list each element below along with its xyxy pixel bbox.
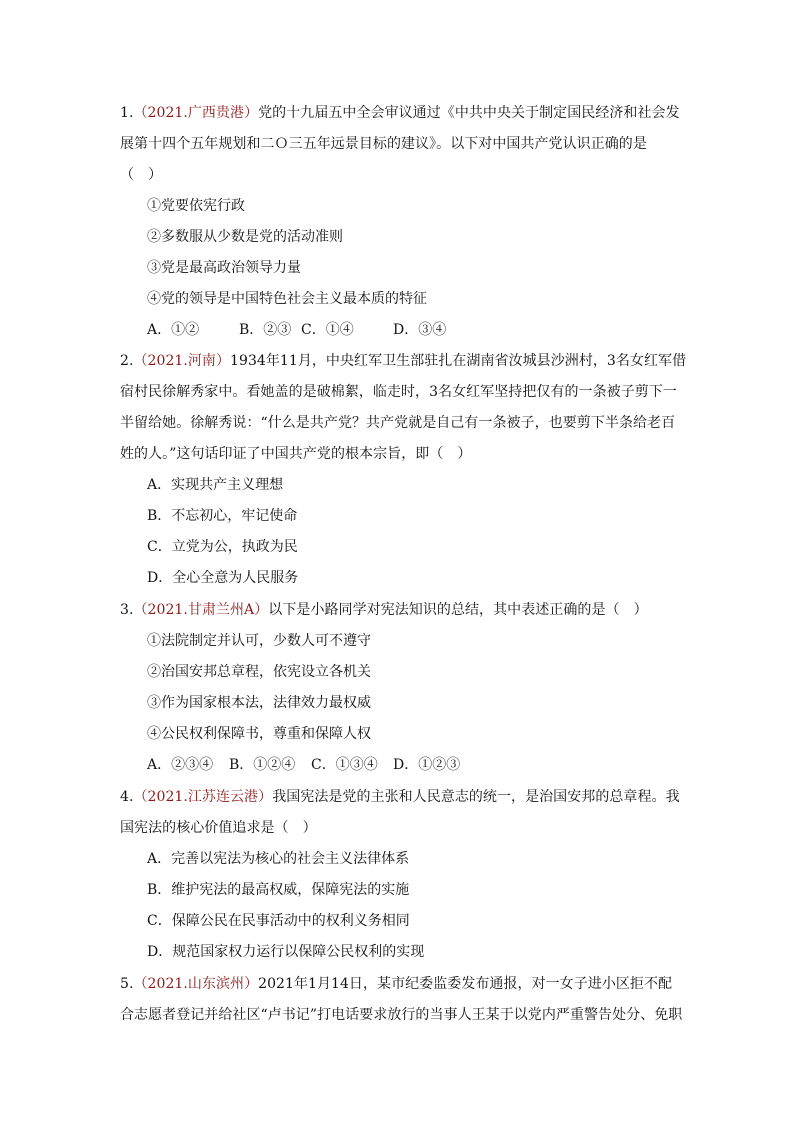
- question-stem-line: 4.（2021.江苏连云港）我国宪法是党的主张和人民意志的统一，是治国安邦的总章程。我: [120, 789, 680, 805]
- question-number: 2.: [120, 353, 134, 369]
- stem-text: 党的十九届五中全会审议通过《中共中央关于制定国民经济和社会发: [258, 105, 680, 121]
- question-source: 2021.江苏连云港: [147, 789, 259, 805]
- choice-d: D．①②③: [393, 757, 461, 773]
- statement-2: ②多数服从少数是党的活动准则: [147, 229, 343, 245]
- question-5: [120, 969, 683, 1031]
- question-number: 3.: [120, 602, 134, 618]
- option-a: A．实现共产主义理想: [147, 477, 284, 493]
- statement-3: ③作为国家根本法，法律效力最权威: [147, 695, 371, 711]
- choice-c: C．①③④: [311, 757, 378, 773]
- choice-a: A．②③④: [147, 757, 214, 773]
- choice-b: B．①②④: [229, 757, 296, 773]
- question-stem-line: 宿村民徐解秀家中。看她盖的是破棉絮，临走时，3名女红军坚持把仅有的一条被子剪下一: [120, 384, 677, 400]
- choice-c: C．①④: [301, 322, 354, 338]
- choice-d: D．③④: [393, 322, 447, 338]
- option-d: D．全心全意为人民服务: [147, 570, 299, 586]
- option-b: B．维护宪法的最高权威，保障宪法的实施: [147, 882, 410, 898]
- statement-1: ①法院制定并认可，少数人可不遵守: [147, 633, 371, 649]
- question-source: 2021.广西贵港: [147, 105, 245, 121]
- choice-row: [120, 315, 680, 346]
- question-stem-line: 半留给她。徐解秀说：“什么是共产党？共产党就是自己有一条被子，也要剪下半条给老百: [120, 415, 676, 431]
- question-stem-line: 国宪法的核心价值追求是（ ）: [120, 820, 317, 836]
- statement-4: ④公民权利保障书，尊重和保障人权: [147, 726, 371, 742]
- option-c: C．保障公民在民事活动中的权利义务相同: [147, 913, 410, 929]
- question-2: [120, 346, 687, 594]
- answer-blank: （ ）: [120, 167, 163, 183]
- question-source: 2021.甘肃兰州A: [147, 602, 255, 618]
- question-3: [120, 595, 680, 781]
- statement-3: ③党是最高政治领导力量: [147, 260, 301, 276]
- question-number: 5.: [120, 976, 134, 992]
- question-stem-line: 1.（2021.广西贵港）党的十九届五中全会审议通过《中共中央关于制定国民经济和社会发: [120, 105, 680, 121]
- choice-a: A．①②: [147, 322, 200, 338]
- question-1: [120, 98, 680, 346]
- question-stem-line: 展第十四个五年规划和二Ｏ三五年远景目标的建议》。以下对中国共产党认识正确的是: [120, 136, 647, 152]
- stem-text: 以下是小路同学对宪法知识的总结，其中表述正确的是（ ）: [268, 602, 648, 618]
- statement-2: ②治国安邦总章程，依宪设立各机关: [147, 664, 371, 680]
- question-stem-line: 姓的人。”这句话印证了中国共产党的根本宗旨，即（ ）: [120, 446, 472, 462]
- question-number: 1.: [120, 105, 134, 121]
- choice-row: [120, 750, 680, 781]
- stem-text: 1934年11月，中央红军卫生部驻扎在湖南省汝城县沙洲村，3名女红军借: [230, 353, 687, 369]
- option-a: A．完善以宪法为核心的社会主义法律体系: [147, 851, 410, 867]
- question-4: [120, 782, 680, 968]
- option-c: C．立党为公，执政为民: [147, 539, 298, 555]
- statement-1: ①党要依宪行政: [147, 198, 245, 214]
- question-source: 2021.河南: [147, 353, 216, 369]
- question-number: 4.: [120, 789, 134, 805]
- stem-text: 2021年1月14日，某市纪委监委发布通报，对一女子进小区拒不配: [258, 976, 673, 992]
- question-stem-line: 3.（2021.甘肃兰州A）以下是小路同学对宪法知识的总结，其中表述正确的是（ ）: [120, 602, 648, 618]
- option-b: B．不忘初心，牢记使命: [147, 508, 298, 524]
- question-source: 2021.山东滨州: [147, 976, 245, 992]
- choice-b: B．②③: [239, 322, 292, 338]
- question-stem-line: 5.（2021.山东滨州）2021年1月14日，某市纪委监委发布通报，对一女子进小区拒不配: [120, 976, 673, 992]
- statement-4: ④党的领导是中国特色社会主义最本质的特征: [147, 291, 427, 307]
- question-stem-line: 2.（2021.河南）1934年11月，中央红军卫生部驻扎在湖南省汝城县沙洲村，3名女红军借: [120, 353, 687, 369]
- option-d: D．规范国家权力运行以保障公民权利的实现: [147, 944, 425, 960]
- stem-text: 我国宪法是党的主张和人民意志的统一，是治国安邦的总章程。我: [272, 789, 680, 805]
- question-stem-line: 合志愿者登记并给社区“卢书记”打电话要求放行的当事人王某于以党内严重警告处分、免职: [120, 1007, 683, 1023]
